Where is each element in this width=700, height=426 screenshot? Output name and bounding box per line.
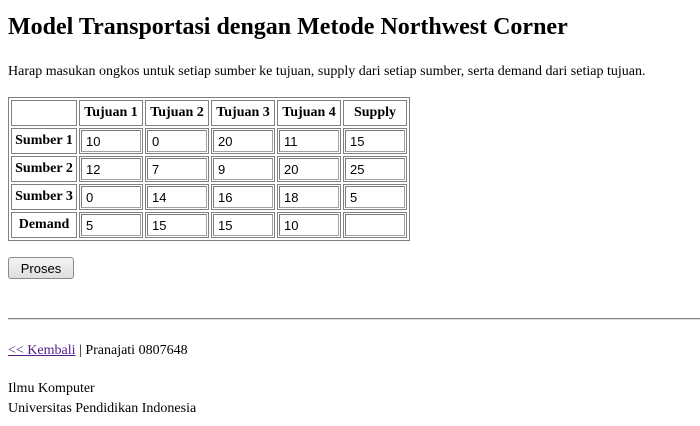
instructions-text: Harap masukan ongkos untuk setiap sumber ke tujuan, supply dari setiap sumber, serta demand dari setiap tujuan. [8, 64, 646, 79]
page-title: Model Transportasi dengan Metode Northwest Corner [8, 14, 568, 40]
cost-input-s2-t4[interactable] [279, 158, 339, 180]
cost-input-s3-t1[interactable] [81, 186, 141, 208]
supply-input-s1[interactable] [345, 130, 405, 152]
cost-input-s3-t3[interactable] [213, 186, 273, 208]
row-label-sumber-1: Sumber 1 [11, 128, 77, 154]
table-row [11, 128, 407, 154]
demand-input-t4[interactable] [279, 214, 339, 236]
row-label-sumber-2: Sumber 2 [11, 156, 77, 182]
back-link[interactable]: << Kembali [8, 343, 76, 358]
cost-input-s3-t2[interactable] [147, 186, 207, 208]
cost-input-s2-t2[interactable] [147, 158, 207, 180]
row-label-sumber-3: Sumber 3 [11, 184, 77, 210]
cost-input-s1-t4[interactable] [279, 130, 339, 152]
transport-table [8, 97, 410, 241]
table-row [11, 156, 407, 182]
author-text: Pranajati 0807648 [85, 343, 188, 358]
divider [8, 318, 700, 320]
organization-info [8, 379, 196, 419]
header-tujuan-3: Tujuan 3 [211, 100, 275, 126]
university-text: Universitas Pendidikan Indonesia [8, 401, 197, 416]
demand-input-t3[interactable] [213, 214, 273, 236]
cost-input-s2-t1[interactable] [81, 158, 141, 180]
table-row [11, 212, 407, 238]
cost-input-s2-t3[interactable] [213, 158, 273, 180]
supply-input-s2[interactable] [345, 158, 405, 180]
demand-supply-empty-input[interactable] [345, 214, 405, 236]
cost-input-s1-t3[interactable] [213, 130, 273, 152]
header-tujuan-4: Tujuan 4 [277, 100, 341, 126]
demand-input-t1[interactable] [81, 214, 141, 236]
cost-input-s3-t4[interactable] [279, 186, 339, 208]
department-text: Ilmu Komputer [8, 381, 95, 396]
corner-cell [11, 100, 77, 126]
demand-input-t2[interactable] [147, 214, 207, 236]
table-row [11, 184, 407, 210]
process-button[interactable]: Proses [8, 257, 74, 279]
header-row [11, 100, 407, 126]
footer-separator: | [75, 343, 86, 358]
header-tujuan-1: Tujuan 1 [79, 100, 143, 126]
row-label-demand: Demand [11, 212, 77, 238]
cost-input-s1-t2[interactable] [147, 130, 207, 152]
header-supply: Supply [343, 100, 407, 126]
cost-input-s1-t1[interactable] [81, 130, 141, 152]
header-tujuan-2: Tujuan 2 [145, 100, 209, 126]
footer-credits [8, 343, 188, 359]
supply-input-s3[interactable] [345, 186, 405, 208]
